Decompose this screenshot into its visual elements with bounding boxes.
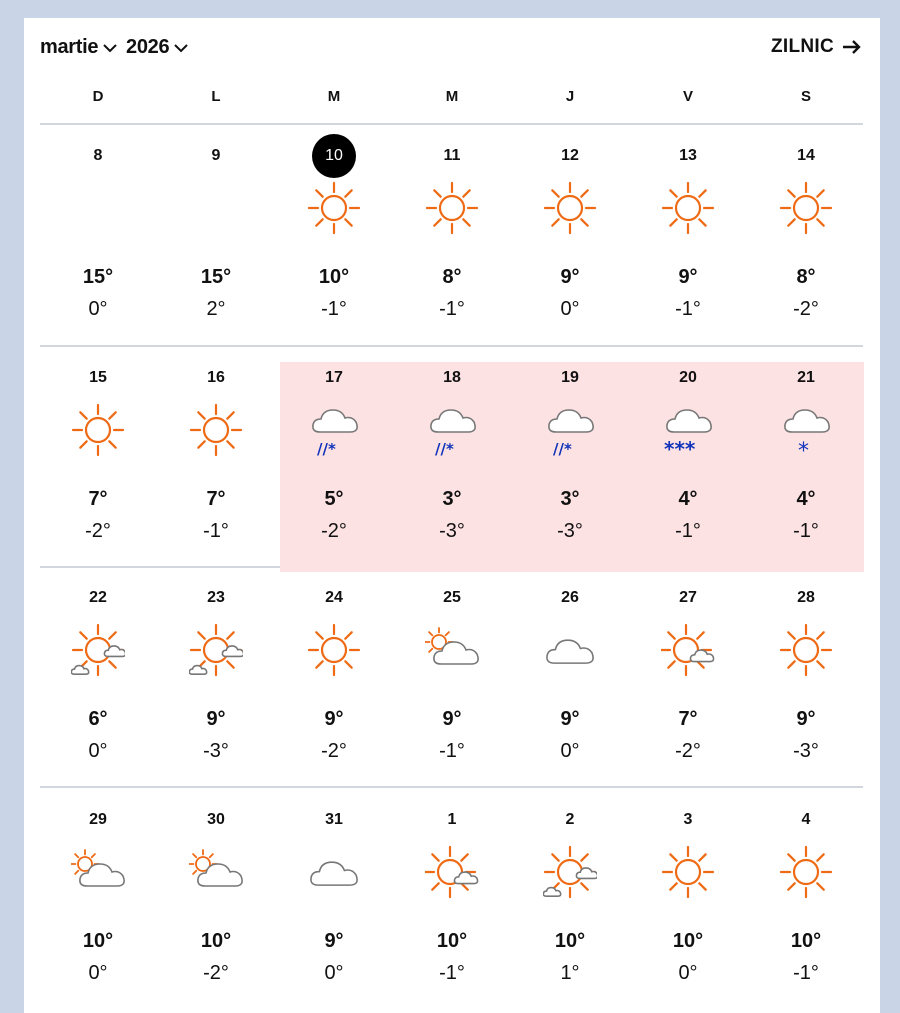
max-temp: 3° xyxy=(560,488,580,510)
sun-cloud-icon xyxy=(425,842,479,902)
day-number-text: 4 xyxy=(801,811,811,828)
day-cell[interactable] xyxy=(275,126,393,338)
day-number-text: 19 xyxy=(561,369,579,386)
min-temp: -2° xyxy=(321,740,347,762)
max-temp: 10° xyxy=(436,930,468,952)
day-cell[interactable] xyxy=(393,790,511,1002)
day-number xyxy=(747,588,865,608)
divider xyxy=(40,123,863,125)
day-cell[interactable] xyxy=(747,348,865,560)
day-number xyxy=(511,146,629,166)
day-number-text: 14 xyxy=(797,147,815,164)
day-number xyxy=(629,810,747,830)
max-temp: 4° xyxy=(796,488,816,510)
day-cell[interactable] xyxy=(39,568,157,780)
day-cell[interactable] xyxy=(275,568,393,780)
min-temp: -1° xyxy=(793,962,819,984)
max-temp: 7° xyxy=(88,488,108,510)
max-temp: 9° xyxy=(678,266,698,288)
day-number-text: 9 xyxy=(211,147,221,164)
day-cell[interactable] xyxy=(275,348,393,560)
day-number xyxy=(157,810,275,830)
day-cell[interactable] xyxy=(157,790,275,1002)
sun-icon xyxy=(779,178,833,238)
min-temp: 0° xyxy=(324,962,344,984)
min-temp: -1° xyxy=(203,520,229,542)
day-number-text: 25 xyxy=(443,589,461,606)
day-cell[interactable] xyxy=(629,348,747,560)
day-number-text: 13 xyxy=(679,147,697,164)
min-temp: -3° xyxy=(557,520,583,542)
weekday-label: J xyxy=(565,88,575,105)
day-cell[interactable] xyxy=(629,790,747,1002)
max-temp: 10° xyxy=(554,930,586,952)
day-cell[interactable] xyxy=(393,568,511,780)
day-number xyxy=(39,368,157,388)
year-selector[interactable] xyxy=(126,36,188,59)
max-temp: 9° xyxy=(560,708,580,730)
max-temp: 5° xyxy=(324,488,344,510)
max-temp: 9° xyxy=(796,708,816,730)
min-temp: -2° xyxy=(675,740,701,762)
day-number-text: 29 xyxy=(89,811,107,828)
day-cell[interactable] xyxy=(511,348,629,560)
sleet-icon xyxy=(543,400,597,460)
sun-icon xyxy=(661,842,715,902)
day-number-text: 23 xyxy=(207,589,225,606)
min-temp: 2° xyxy=(206,298,226,320)
cloud-icon xyxy=(543,620,597,680)
day-cell[interactable] xyxy=(39,348,157,560)
week-row xyxy=(24,568,880,780)
day-number xyxy=(747,368,865,388)
min-temp: -1° xyxy=(439,962,465,984)
cloud-icon xyxy=(307,842,361,902)
day-number xyxy=(39,146,157,166)
cloud-sun-icon xyxy=(189,842,243,902)
min-temp: 0° xyxy=(88,298,108,320)
day-cell[interactable] xyxy=(747,568,865,780)
day-number-text: 27 xyxy=(679,589,697,606)
weekday-header-row xyxy=(24,88,880,124)
day-cell[interactable] xyxy=(157,348,275,560)
cloud-sun-icon xyxy=(425,620,479,680)
day-number xyxy=(39,810,157,830)
weekday-label: V xyxy=(682,88,693,105)
day-number-text: 28 xyxy=(797,589,815,606)
day-number-text: 17 xyxy=(325,369,343,386)
snow-icon xyxy=(779,400,833,460)
day-cell[interactable] xyxy=(393,126,511,338)
min-temp: 1° xyxy=(560,962,580,984)
day-number-text: 10 xyxy=(312,134,356,178)
today-date xyxy=(275,146,393,178)
max-temp: 9° xyxy=(324,708,344,730)
min-temp: -2° xyxy=(85,520,111,542)
min-temp: 0° xyxy=(560,740,580,762)
day-number xyxy=(157,146,275,166)
day-number xyxy=(393,810,511,830)
day-number xyxy=(747,146,865,166)
day-number xyxy=(511,588,629,608)
sun-clouds-icon xyxy=(189,620,243,680)
day-number-text: 11 xyxy=(443,147,461,164)
day-number xyxy=(275,810,393,830)
min-temp: 0° xyxy=(88,962,108,984)
day-cell[interactable] xyxy=(747,790,865,1002)
max-temp: 7° xyxy=(678,708,698,730)
max-temp: 10° xyxy=(200,930,232,952)
sun-icon xyxy=(307,620,361,680)
svg-text:*: * xyxy=(798,439,809,460)
min-temp: 0° xyxy=(560,298,580,320)
max-temp: 3° xyxy=(442,488,462,510)
day-number xyxy=(275,368,393,388)
sun-clouds-icon xyxy=(71,620,125,680)
min-temp: -2° xyxy=(203,962,229,984)
sun-icon xyxy=(543,178,597,238)
chevron-down-icon xyxy=(103,43,117,53)
day-number-text: 31 xyxy=(325,811,343,828)
max-temp: 9° xyxy=(206,708,226,730)
day-number xyxy=(393,588,511,608)
day-number-text: 1 xyxy=(447,811,457,828)
min-temp: -3° xyxy=(439,520,465,542)
svg-text://*: //* xyxy=(317,440,336,458)
day-number xyxy=(511,810,629,830)
day-cell[interactable] xyxy=(157,568,275,780)
weekday-label: L xyxy=(211,88,221,105)
min-temp: -1° xyxy=(321,298,347,320)
weekday-label: S xyxy=(800,88,811,105)
sun-cloud-icon xyxy=(661,620,715,680)
max-temp: 10° xyxy=(82,930,114,952)
day-number xyxy=(511,368,629,388)
day-number xyxy=(39,588,157,608)
day-number-text: 20 xyxy=(679,369,697,386)
sun-icon xyxy=(189,400,243,460)
sleet-icon xyxy=(307,400,361,460)
day-number-text: 2 xyxy=(565,811,575,828)
min-temp: -1° xyxy=(675,520,701,542)
max-temp: 15° xyxy=(82,266,114,288)
day-cell[interactable] xyxy=(39,790,157,1002)
day-number-text: 12 xyxy=(561,147,579,164)
min-temp: -1° xyxy=(793,520,819,542)
day-number-text: 18 xyxy=(443,369,461,386)
max-temp: 9° xyxy=(324,930,344,952)
svg-text://*: //* xyxy=(435,440,454,458)
day-number xyxy=(275,588,393,608)
day-number xyxy=(629,368,747,388)
divider xyxy=(40,786,863,788)
min-temp: -1° xyxy=(675,298,701,320)
day-cell[interactable] xyxy=(629,126,747,338)
day-cell[interactable] xyxy=(511,126,629,338)
day-number-text: 21 xyxy=(797,369,815,386)
min-temp: -2° xyxy=(321,520,347,542)
svg-text://*: //* xyxy=(553,440,572,458)
sun-icon xyxy=(307,178,361,238)
max-temp: 7° xyxy=(206,488,226,510)
max-temp: 9° xyxy=(560,266,580,288)
day-number-text: 16 xyxy=(207,369,225,386)
sun-clouds-icon xyxy=(543,842,597,902)
heavy-snow-icon xyxy=(661,400,715,460)
day-number xyxy=(629,588,747,608)
day-cell[interactable] xyxy=(393,348,511,560)
day-number-text: 26 xyxy=(561,589,579,606)
month-selector[interactable] xyxy=(40,36,117,59)
sun-icon xyxy=(661,178,715,238)
max-temp: 4° xyxy=(678,488,698,510)
sun-icon xyxy=(425,178,479,238)
max-temp: 10° xyxy=(790,930,822,952)
day-cell[interactable] xyxy=(275,790,393,1002)
daily-view-link[interactable] xyxy=(771,36,862,58)
sun-icon xyxy=(779,620,833,680)
max-temp: 15° xyxy=(200,266,232,288)
weekday-label: M xyxy=(327,88,341,105)
sun-icon xyxy=(779,842,833,902)
max-temp: 6° xyxy=(88,708,108,730)
max-temp: 10° xyxy=(318,266,350,288)
max-temp: 8° xyxy=(442,266,462,288)
max-temp: 10° xyxy=(672,930,704,952)
day-number xyxy=(157,588,275,608)
week-row xyxy=(24,126,880,338)
min-temp: 0° xyxy=(678,962,698,984)
day-number-text: 22 xyxy=(89,589,107,606)
min-temp: -2° xyxy=(793,298,819,320)
chevron-down-icon xyxy=(174,43,188,53)
min-temp: -1° xyxy=(439,740,465,762)
day-number xyxy=(747,810,865,830)
day-cell[interactable] xyxy=(747,126,865,338)
svg-text:***: *** xyxy=(664,437,696,460)
day-cell[interactable] xyxy=(39,126,157,338)
day-number-text: 24 xyxy=(325,589,343,606)
day-cell[interactable] xyxy=(511,568,629,780)
max-temp: 9° xyxy=(442,708,462,730)
day-number xyxy=(393,368,511,388)
min-temp: -1° xyxy=(439,298,465,320)
year-label: 2026 xyxy=(126,36,170,58)
day-number xyxy=(157,368,275,388)
day-cell[interactable] xyxy=(157,126,275,338)
min-temp: 0° xyxy=(88,740,108,762)
daily-view-label: ZILNIC xyxy=(770,36,834,57)
max-temp: 8° xyxy=(796,266,816,288)
cloud-sun-icon xyxy=(71,842,125,902)
calendar-header xyxy=(24,18,880,78)
weekday-label: M xyxy=(445,88,459,105)
day-number xyxy=(393,146,511,166)
sun-icon xyxy=(71,400,125,460)
sleet-icon xyxy=(425,400,479,460)
day-number-text: 30 xyxy=(207,811,225,828)
min-temp: -3° xyxy=(793,740,819,762)
day-number xyxy=(629,146,747,166)
min-temp: -3° xyxy=(203,740,229,762)
month-label: martie xyxy=(40,36,99,58)
week-row xyxy=(24,790,880,1002)
day-cell[interactable] xyxy=(511,790,629,1002)
day-cell[interactable] xyxy=(629,568,747,780)
divider xyxy=(40,345,863,347)
day-number-text: 8 xyxy=(93,147,103,164)
week-row xyxy=(24,348,880,560)
weekday-label: D xyxy=(92,88,104,105)
calendar-card xyxy=(24,18,880,1013)
day-number-text: 3 xyxy=(683,811,693,828)
day-number-text: 15 xyxy=(89,369,107,386)
arrow-right-icon xyxy=(842,39,862,55)
